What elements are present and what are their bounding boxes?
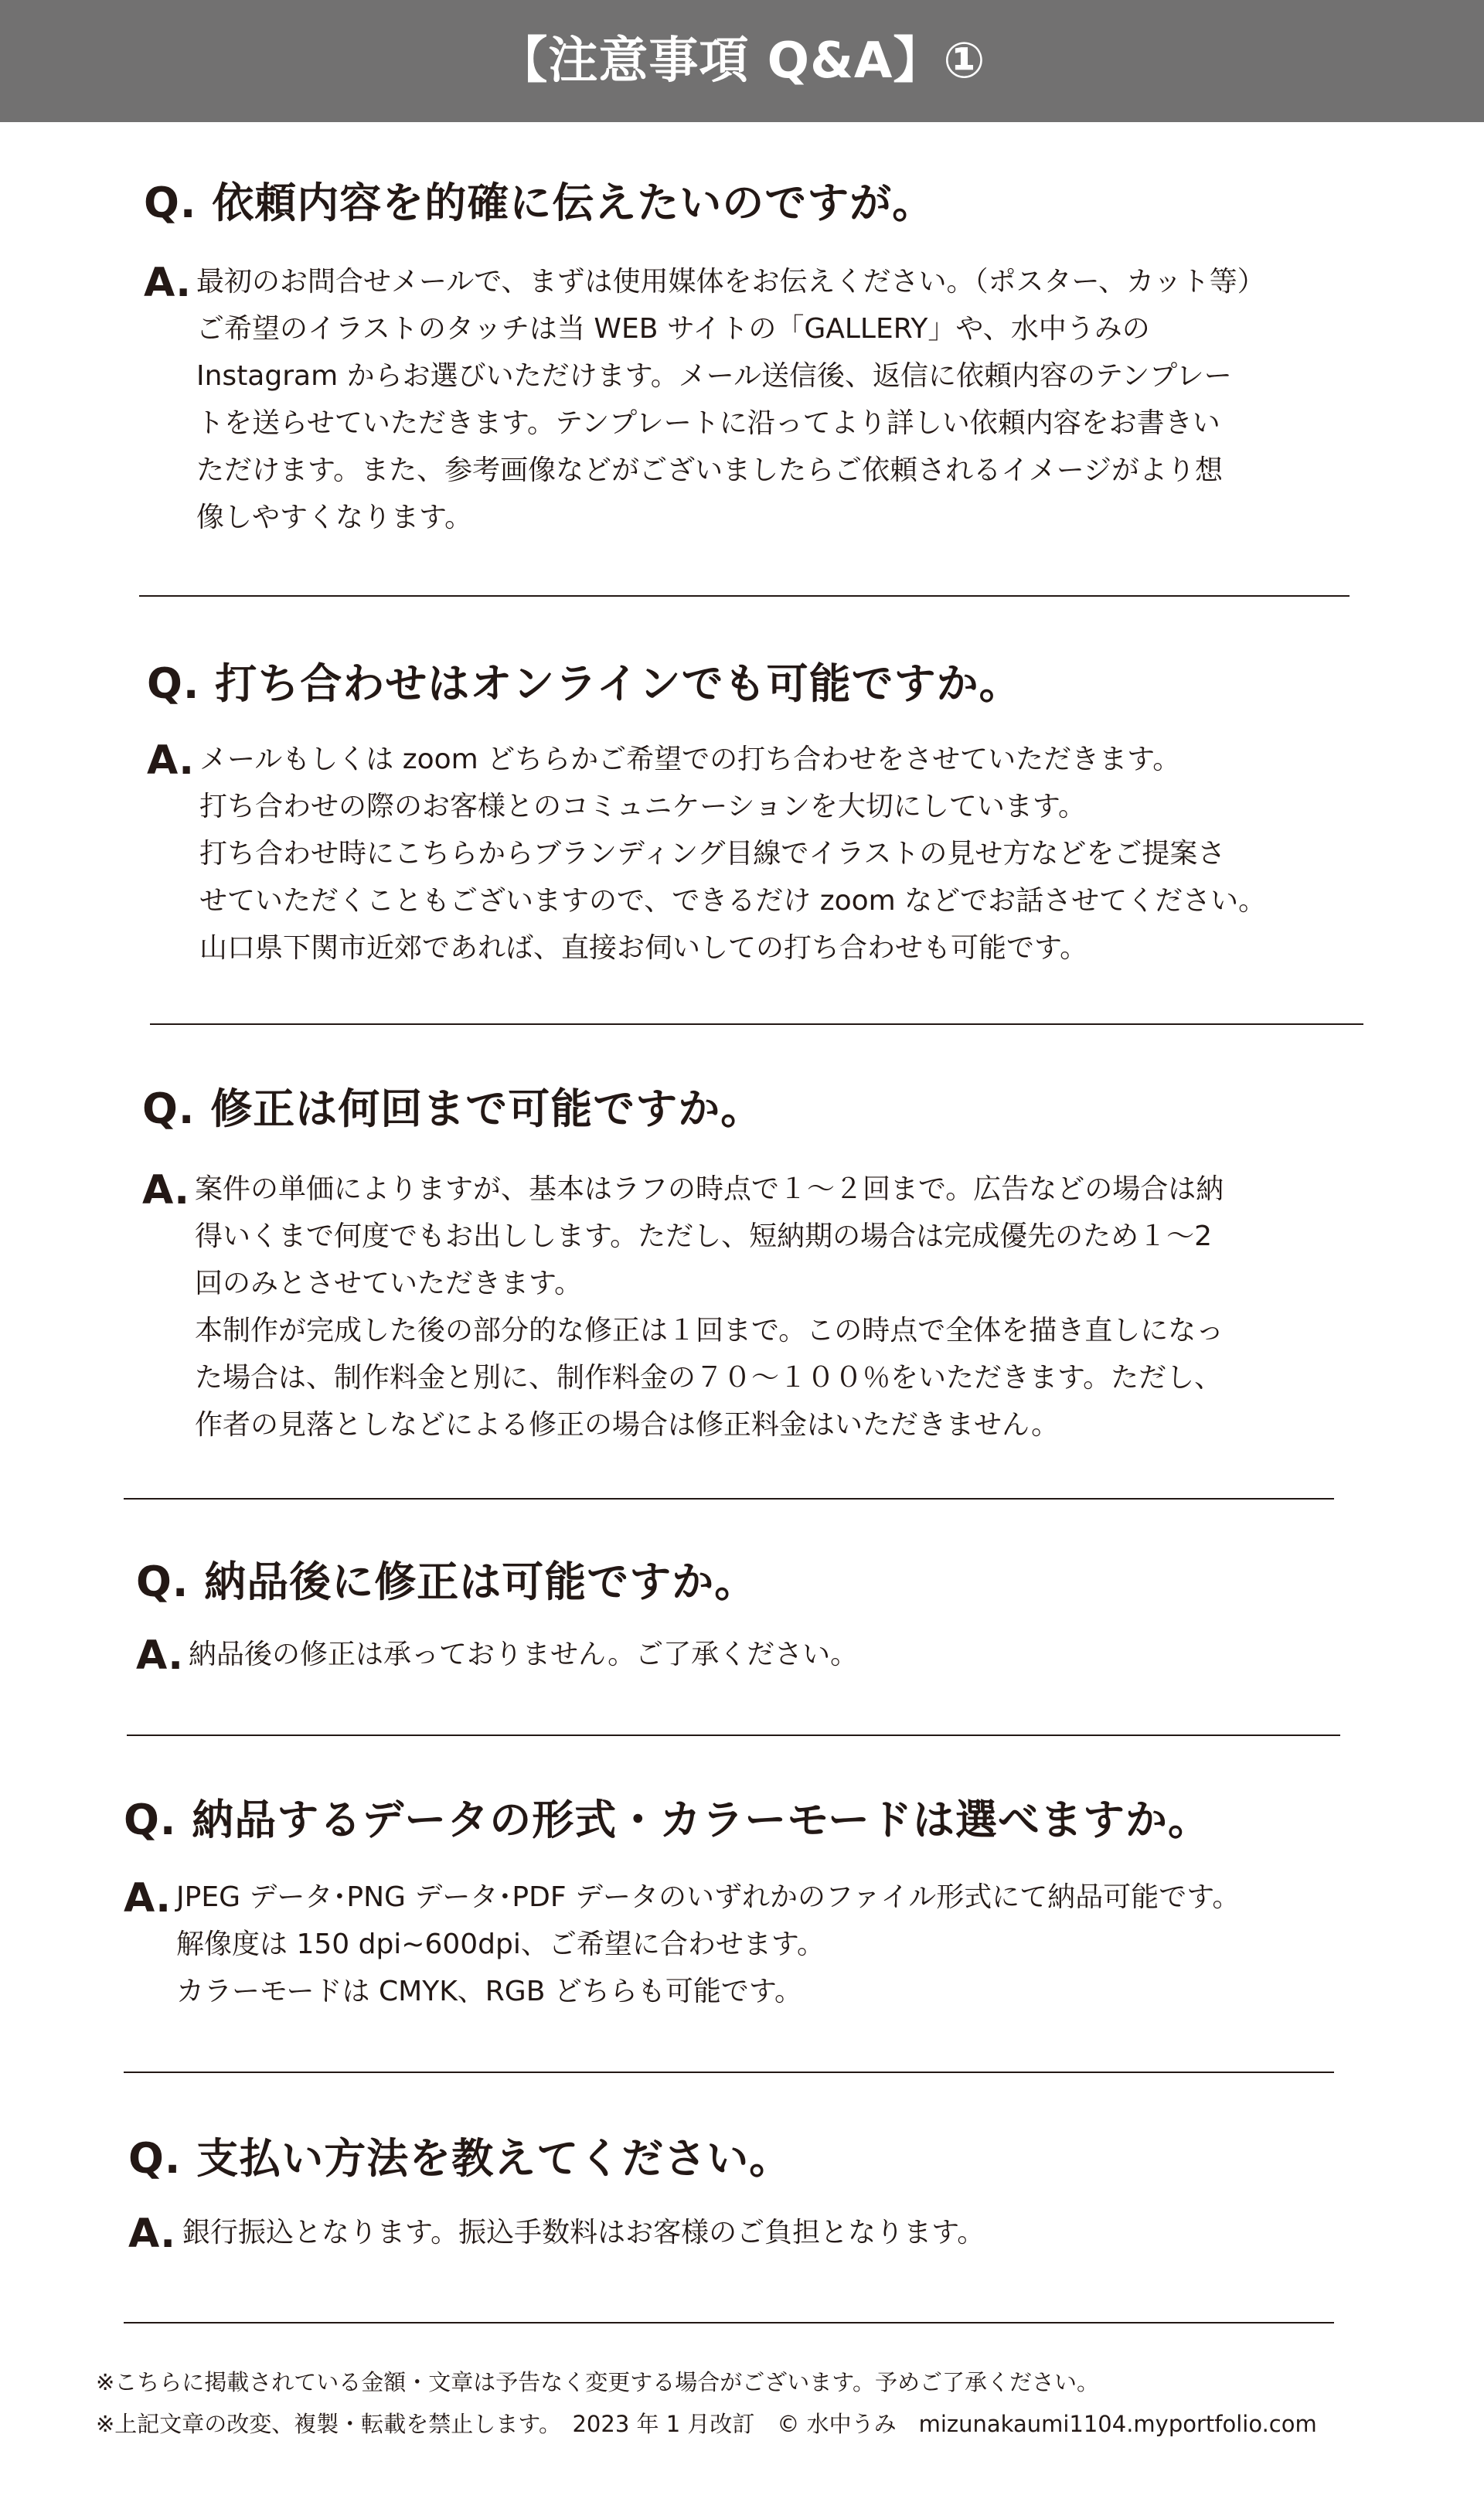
answer-line: 像しやすくなります。 [196,502,473,533]
answer-line: Instagram からお選びいただけます。メール送信後、返信に依頼内容のテンプレー [196,360,1232,392]
answer-1 [144,258,1265,541]
faq-item-2 [147,657,1266,972]
question-6: Q. 支払い方法を教えてください。 [128,2134,792,2183]
answer-6 [128,2209,985,2256]
answer-4 [136,1631,858,1678]
answer-line: た場合は、制作料金と別に、制作料金の７０～１００％をいただきます。ただし、 [195,1362,1223,1394]
answer-line: 本制作が完成した後の部分的な修正は１回まで。この時点で全体を描き直しになっ [195,1315,1224,1346]
answer-line: 納品後の修正は承っておりません。ご了承ください。 [189,1639,859,1670]
answer-line: 回のみとさせていただきます。 [195,1268,583,1299]
answer-mark: A. [144,260,191,306]
answer-line: せていただくこともございますので、できるだけ zoom などでお話させてください。 [199,885,1267,917]
question-1: Q. 依頼内容を的確に伝えたいのですが。 [144,179,935,227]
section-divider [127,1735,1340,1736]
answer-line: カラーモードは CMYK、RGB どちらも可能です。 [176,1976,802,2007]
section-divider [124,2322,1334,2323]
answer-line: 打ち合わせ時にこちらからブランディング目線でイラストの見せ方などをご提案さ [199,838,1226,870]
answer-line: 得いくまで何度でもお出しします。ただし、短納期の場合は完成優先のため１～2 [195,1220,1213,1252]
answer-mark: A. [142,1167,189,1214]
answer-line: 最初のお問合せメールで、まずは使用媒体をお伝えください。（ポスター、カット等） [196,266,1265,298]
section-divider [139,595,1350,597]
answer-line: 解像度は 150 dpi~600dpi、ご希望に合わせます。 [176,1929,825,1960]
answer-line: ご希望のイラストのタッチは当 WEB サイトの「GALLERY」や、水中うみの [196,313,1150,345]
faq-item-6 [128,2132,985,2256]
page-title: 【注意事項 Q&A】① [498,32,986,90]
answer-mark: A. [124,1875,171,1922]
section-divider [124,1498,1334,1500]
answer-line: 打ち合わせの際のお客様とのコミュニケーションを大切にしています。 [199,791,1086,822]
footer-notice: ※こちらに掲載されている金額・文章は予告なく変更する場合がございます。予めご了承ください。 [96,2369,1099,2395]
answer-mark: A. [128,2211,175,2257]
footer-copyright: ※上記文章の改変、複製・転載を禁止します。 2023 年 1 月改訂 © 水中うみ mizunakaumi1104.myportfolio.com [96,2411,1317,2437]
answer-line: メールもしくは zoom どちらかご希望での打ち合わせをさせていただきます。 [199,744,1181,775]
answer-5 [124,1874,1240,2015]
question-3: Q. 修正は何回まで可能ですか。 [142,1084,764,1133]
answer-line: トを送らせていただきます。テンプレートに沿ってより詳しい依頼内容をお書きい [196,407,1220,439]
question-2: Q. 打ち合わせはオンラインでも可能ですか。 [147,659,1022,708]
answer-mark: A. [136,1632,183,1679]
answer-3 [142,1166,1224,1449]
header-bar [0,0,1484,122]
answer-2 [147,736,1266,972]
answer-mark: A. [147,737,194,784]
faq-item-1 [144,176,1265,541]
section-divider [124,2072,1334,2073]
question-5: Q. 納品するデータの形式・カラーモードは選べますか。 [124,1796,1211,1844]
faq-item-4 [136,1555,858,1678]
faq-item-3 [142,1082,1224,1449]
question-4: Q. 納品後に修正は可能ですか。 [136,1557,757,1606]
answer-line: 作者の見落としなどによる修正の場合は修正料金はいただきません。 [195,1409,1060,1441]
answer-line: 銀行振込となります。振込手数料はお客様のご負担となります。 [182,2217,985,2249]
faq-item-5 [124,1793,1240,2015]
answer-line: JPEG データ･PNG データ･PDF データのいずれかのファイル形式にて納品可能です。 [176,1881,1241,1913]
answer-line: 案件の単価によりますが、基本はラフの時点で１～２回まで。広告などの場合は納 [195,1173,1224,1205]
answer-line: ただけます。また、参考画像などがございましたらご依頼されるイメージがより想 [196,454,1224,486]
section-divider [150,1023,1363,1025]
answer-line: 山口県下関市近郊であれば、直接お伺いしての打ち合わせも可能です。 [199,932,1088,964]
